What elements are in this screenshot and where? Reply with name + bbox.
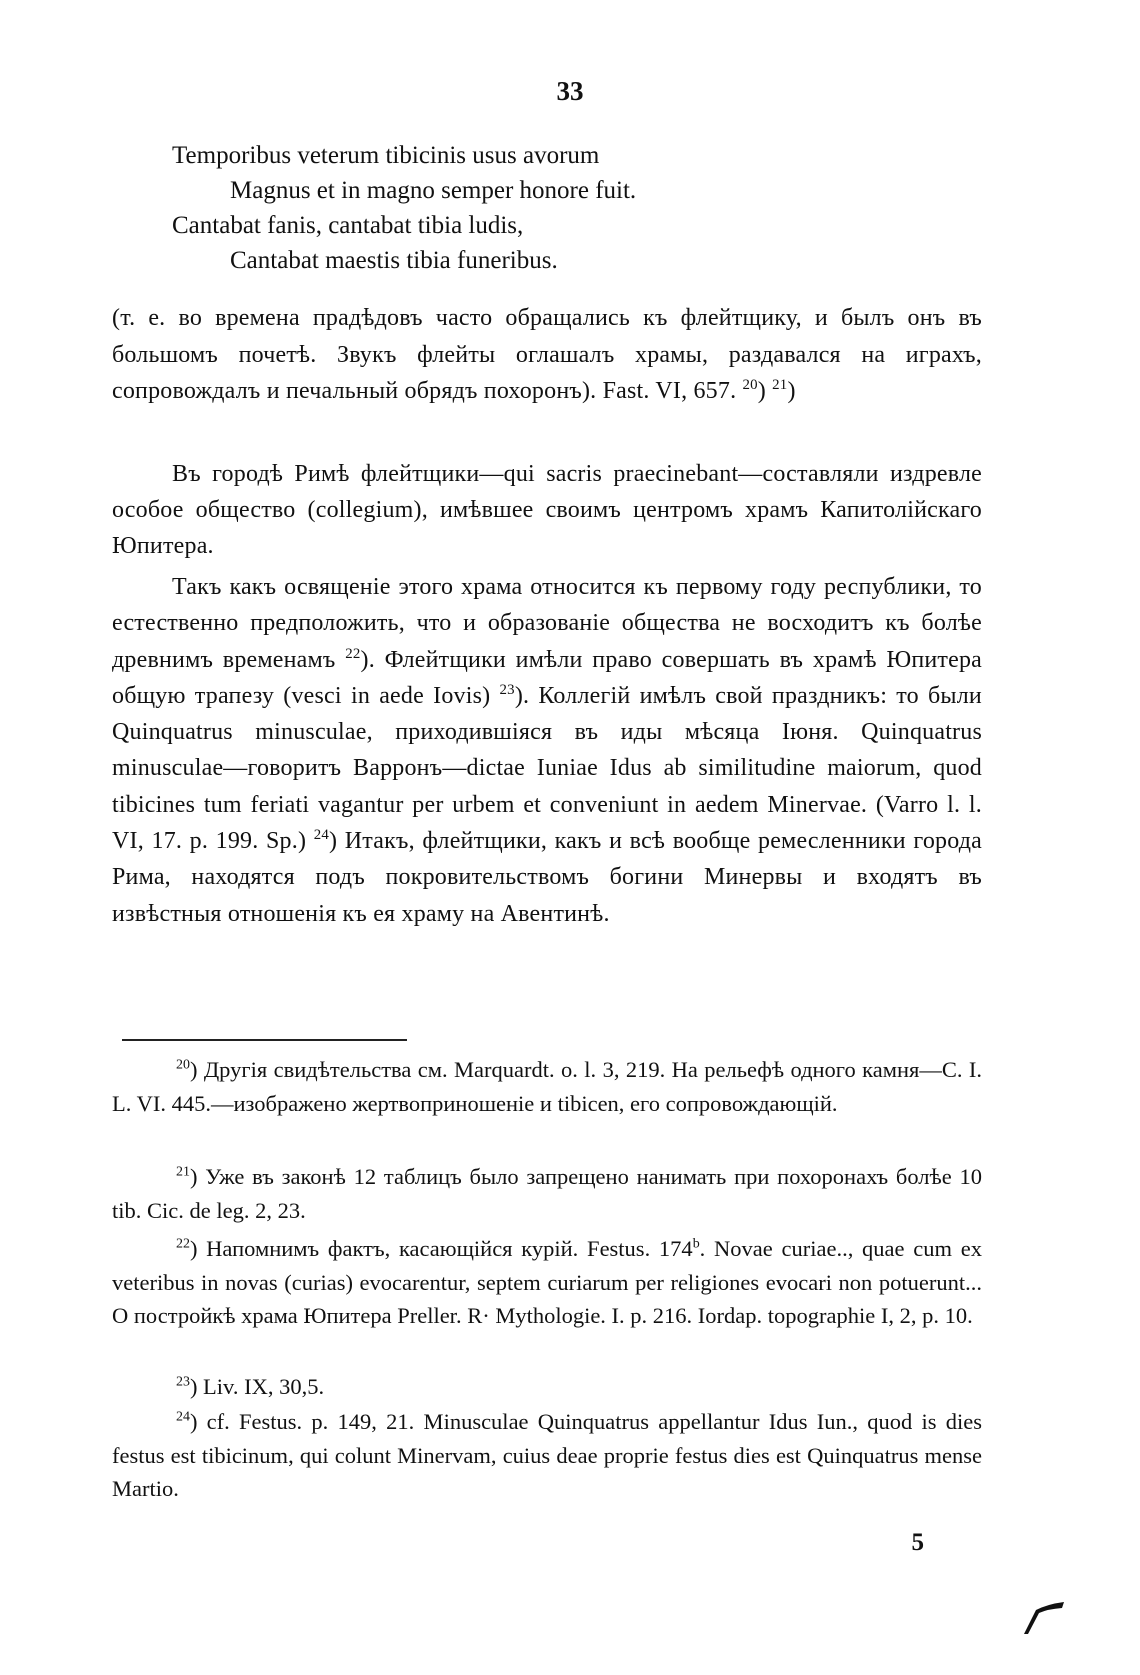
- body-paragraph: [112, 569, 982, 932]
- paragraph-text: ). Коллегій имѣлъ свой праздникъ: то были Quinquatrus minusculae, приходившіяся въ иды мѣсяца Іюня. Quinquatrus minusculae—говоритъ Варронъ—dictae Iuniae Idus ab similitudine maiorum, quod tibicines tum feriati vagantur per urbem et conveniunt in aedem Minervae. (Varro l. l. VI, 17. p. 199. Sp.): [112, 682, 982, 855]
- body-paragraph: [112, 456, 982, 564]
- footnote-text: ) Уже въ законѣ 12 таблицъ было запрещено нанимать при похоронахъ болѣе 10 tib. Cic. de leg. 2, 23.: [112, 1164, 982, 1223]
- verse-line: Cantabat maestis tibia funeribus.: [230, 247, 558, 274]
- footnote-20: [112, 1053, 982, 1120]
- footnote-ref: 24: [313, 827, 329, 844]
- footnote-divider: [122, 1039, 407, 1041]
- footnote-number: 22: [176, 1236, 190, 1252]
- footnote-ref: 22: [345, 645, 361, 662]
- verse-line: Magnus et in magno semper honore fuit.: [230, 177, 637, 204]
- paragraph-text: Въ городѣ Римѣ флейтщики—qui sacris praecinebant—составляли издревле особое общество (collegium), имѣвшее своимъ центромъ храмъ Капитолійскаго Юпитера.: [112, 461, 982, 559]
- verse-line: Cantabat fanis, cantabat tibia ludis,: [172, 212, 524, 239]
- footnote-ref: 21: [772, 377, 788, 393]
- footnote-ref: 23: [499, 681, 515, 698]
- footnote-superscript: b: [692, 1236, 700, 1252]
- footnote-21: [112, 1160, 982, 1227]
- footnote-text: ) Напомнимъ фактъ, касающійся курій. Festus. 174: [189, 1236, 693, 1261]
- paragraph-text: ) Итакъ, флейтщики, какъ и всѣ вообще ремесленники города Рима, находятся подъ покровительствомъ богини Минервы и входятъ въ извѣстныя отношенія къ ея храму на Авентинѣ.: [112, 828, 982, 927]
- footnote-22: [112, 1232, 982, 1333]
- footnote-ref: 20: [742, 377, 758, 393]
- verse-line: Temporibus veterum tibicinis usus avorum: [172, 142, 600, 169]
- page-number: 33: [556, 76, 584, 106]
- footnote-text: ) Другія свидѣтельства см. Marquardt. o. l. 3, 219. На рельефѣ одного камня—C. I. L. VI. 445.—изображено жертвоприношеніе и tibicen, его сопровождающій.: [112, 1057, 982, 1116]
- footnote-number: 21: [176, 1164, 190, 1180]
- footnote-text: . Novae curiae.., quae cum ex veteribus in novas (curias) evocarentur, septem curiarum per religiones evocari non potuerunt... О постройкѣ храма Юпитера Preller. R· Mythologie. I. p. 216. Iordap. topographie I, 2, p. 10.: [112, 1236, 982, 1328]
- footnote-number: 23: [176, 1374, 190, 1390]
- footnote-text: ) cf. Festus. p. 149, 21. Minusculae Quinquatrus appellantur Idus Iun., quod is dies festus est tibicinum, qui colunt Minervam, cuius deae proprie festus dies est Quinquatrus mense Martio.: [112, 1409, 982, 1501]
- paragraph-text: (т. е. во времена прадѣдовъ часто обращались къ флейтщику, и былъ онъ въ большомъ почетѣ. Звукъ флейты оглашалъ храмы, раздавался на играхъ, сопровождалъ и печальный обрядъ похоронъ). Fast. VI, 657.: [112, 305, 982, 404]
- footnote-23: [112, 1370, 982, 1404]
- footnote-number: 24: [176, 1409, 190, 1425]
- latin-verse-quote: [172, 138, 636, 278]
- paragraph-text: ). Флейтщики имѣли право совершать въ храмѣ Юпитера общую трапезу (vesci in aede Iovis): [112, 646, 982, 709]
- verse-translation-paragraph: (т. е. во времена прадѣдовъ часто обращались къ флейтщику, и былъ онъ въ большомъ почетѣ. Звукъ флейты оглашалъ храмы, раздавался на играхъ, сопровождалъ и печальный обрядъ похоронъ). Fast. VI, 657. $^{20}$) $^{21}$): [112, 305, 982, 404]
- footnote-24: [112, 1405, 982, 1506]
- footnote-text: ) Liv. IX, 30,5.: [189, 1374, 325, 1399]
- paragraph-text: Такъ какъ освященіе этого храма относится къ первому году республики, то естественно предположить, что и образованіе общества не восходитъ къ болѣе древнимъ временамъ: [112, 574, 982, 673]
- corner-ink-mark: [1022, 1600, 1066, 1636]
- footnote-number: 20: [176, 1057, 190, 1073]
- signature-mark: 5: [911, 1529, 924, 1556]
